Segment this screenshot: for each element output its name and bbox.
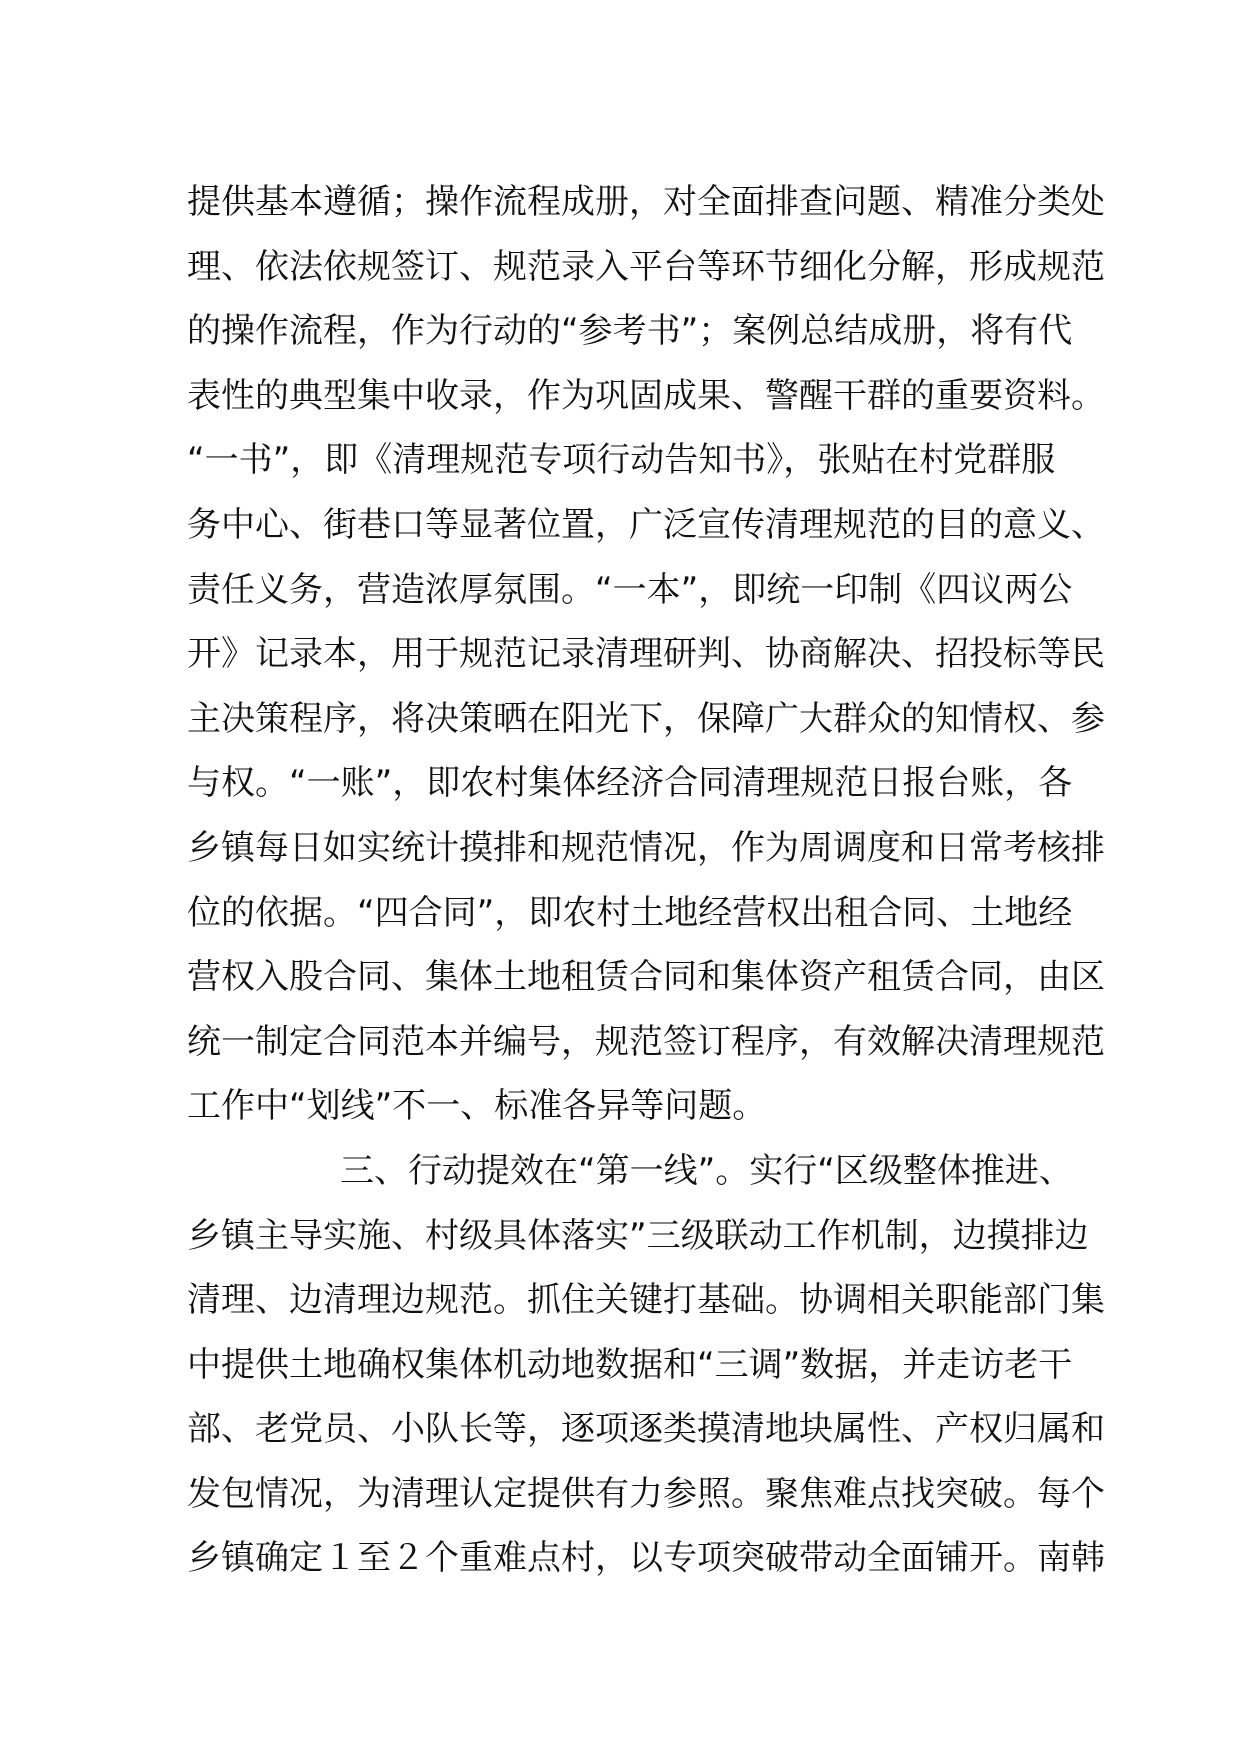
text-line: 乡镇确定１至２个重难点村，以专项突破带动全面铺开。南韩 [187, 1538, 1105, 1579]
body-text [187, 170, 1105, 1591]
text-line: 与权。“一账”，即农村集体经济合同清理规范日报台账，各 [187, 763, 1073, 804]
text-line: 中提供土地确权集体机动地数据和“三调”数据，并走访老干 [187, 1344, 1073, 1385]
text-line: 主决策程序，将决策晒在阳光下，保障广大群众的知情权、参 [187, 698, 1105, 739]
text-line: 位的依据。“四合同”，即农村土地经营权出租合同、土地经 [187, 892, 1073, 933]
text-line: “一书”，即《清理规范专项行动告知书》，张贴在村党群服 [187, 440, 1056, 481]
text-line: 工作中“划线”不一、标准各异等问题。 [187, 1086, 767, 1127]
text-line: 理、依法依规签订、规范录入平台等环节细化分解，形成规范 [187, 246, 1105, 287]
text-line: 责任义务，营造浓厚氛围。“一本”，即统一印制《四议两公 [187, 569, 1073, 610]
text-line: 表性的典型集中收录，作为巩固成果、警醒干群的重要资料。 [187, 375, 1105, 416]
text-line: 的操作流程，作为行动的“参考书”；案例总结成册，将有代 [187, 311, 1073, 352]
text-line: 乡镇每日如实统计摸排和规范情况，作为周调度和日常考核排 [187, 827, 1105, 868]
text-line: 部、老党员、小队长等，逐项逐类摸清地块属性、产权归属和 [187, 1409, 1105, 1450]
text-line: 提供基本遵循；操作流程成册，对全面排查问题、精准分类处 [187, 182, 1105, 222]
text-line: 乡镇主导实施、村级具体落实”三级联动工作机制，边摸排边 [187, 1215, 1089, 1256]
text-line: 发包情况，为清理认定提供有力参照。聚焦难点找突破。每个 [187, 1473, 1105, 1514]
text-line: 营权入股合同、集体土地租赁合同和集体资产租赁合同，由区 [187, 957, 1105, 998]
section-heading-line: 三、行动提效在“第一线”。实行“区级整体推进、 [340, 1150, 1073, 1191]
text-line: 务中心、街巷口等显著位置，广泛宣传清理规范的目的意义、 [187, 504, 1105, 545]
text-line: 统一制定合同范本并编号，规范签订程序，有效解决清理规范 [187, 1021, 1105, 1062]
text-line: 开》记录本，用于规范记录清理研判、协商解决、招投标等民 [187, 634, 1105, 675]
text-line: 清理、边清理边规范。抓住关键打基础。协调相关职能部门集 [187, 1280, 1105, 1321]
